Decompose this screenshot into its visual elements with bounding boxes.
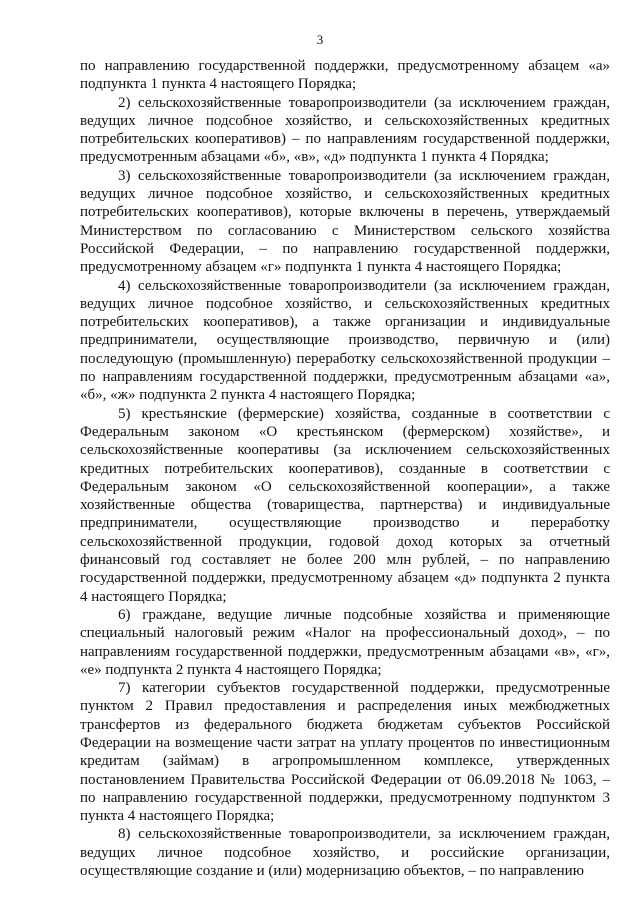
paragraph-item-2: 2) сельскохозяйственные товаропроизводители (за исключением граждан, ведущих личное подсобное хозяйство, и сельскохозяйственных кредитных потребительских кооперативов) – по направлениям государственной поддержки, предусмотренным абзацами «б», «в», «д» подпункта 1 пункта 4 Порядка; [80, 94, 610, 166]
paragraph-item-6: 6) граждане, ведущие личные подсобные хозяйства и применяющие специальный налоговый режим «Налог на профессиональный доход», – по направлениям государственной поддержки, предусмотренным абзацами «в», «г», «е» подпункта 2 пункта 4 настоящего Порядка; [80, 606, 610, 678]
paragraph-item-3: 3) сельскохозяйственные товаропроизводители (за исключением граждан, ведущих личное подсобное хозяйство, и сельскохозяйственных кредитных потребительских кооперативов), которые включены в перечень, утверждаемый Министерством по согласованию с Министерством сельского хозяйства Российской Федерации, – по направлению государственной поддержки, предусмотренному абзацем «г» подпункта 1 пункта 4 настоящего Порядка; [80, 167, 610, 276]
paragraph-continuation: по направлению государственной поддержки, предусмотренному абзацем «а» подпункта 1 пункта 4 настоящего Порядка; [80, 58, 610, 93]
document-body [80, 57, 610, 880]
page-number: 3 [316, 32, 324, 47]
paragraph-item-8: 8) сельскохозяйственные товаропроизводители, за исключением граждан, ведущих личное подсобное хозяйство, и российские организации, осуществляющие создание и (или) модернизацию объектов, – по направлению [80, 826, 610, 880]
paragraph-item-4: 4) сельскохозяйственные товаропроизводители (за исключением граждан, ведущих личное подсобное хозяйство, и сельскохозяйственных кредитных потребительских кооперативов), а также организации и индивидуальные предприниматели, осуществляющие производство, первичную и (или) последующую (промышленную) переработку сельскохозяйственной продукции – по направлениям государственной поддержки, предусмотренным абзацами «а», «б», «ж» подпункта 2 пункта 4 настоящего Порядка; [80, 277, 610, 404]
paragraph-item-5: 5) крестьянские (фермерские) хозяйства, созданные в соответствии с Федеральным законом «О крестьянском (фермерском) хозяйстве», и сельскохозяйственные кооперативы (за исключением сельскохозяйственных кредитных потребительских кооперативов), созданные в соответствии с Федеральным законом «О сельскохозяйственной кооперации», а также хозяйственные общества (товарищества, партнерства) и индивидуальные предприниматели, осуществляющие производство и переработку сельскохозяйственной продукции, годовой доход которых за отчетный финансовый год составляет не более 200 млн рублей, – по направлению государственной поддержки, предусмотренному абзацем «д» подпункта 2 пункта 4 настоящего Порядка; [80, 405, 610, 605]
paragraph-item-7: 7) категории субъектов государственной поддержки, предусмотренные пунктом 2 Правил предоставления и распределения иных межбюджетных трансфертов из федерального бюджета бюджетам субъектов Российской Федерации на возмещение части затрат на уплату процентов по инвестиционным кредитам (займам) в агропромышленном комплексе, утвержденных постановлением Правительства Российской Федерации от 06.09.2018 № 1063, – по направлению государственной поддержки, предусмотренному подпунктом 3 пункта 4 настоящего Порядка; [80, 680, 610, 825]
